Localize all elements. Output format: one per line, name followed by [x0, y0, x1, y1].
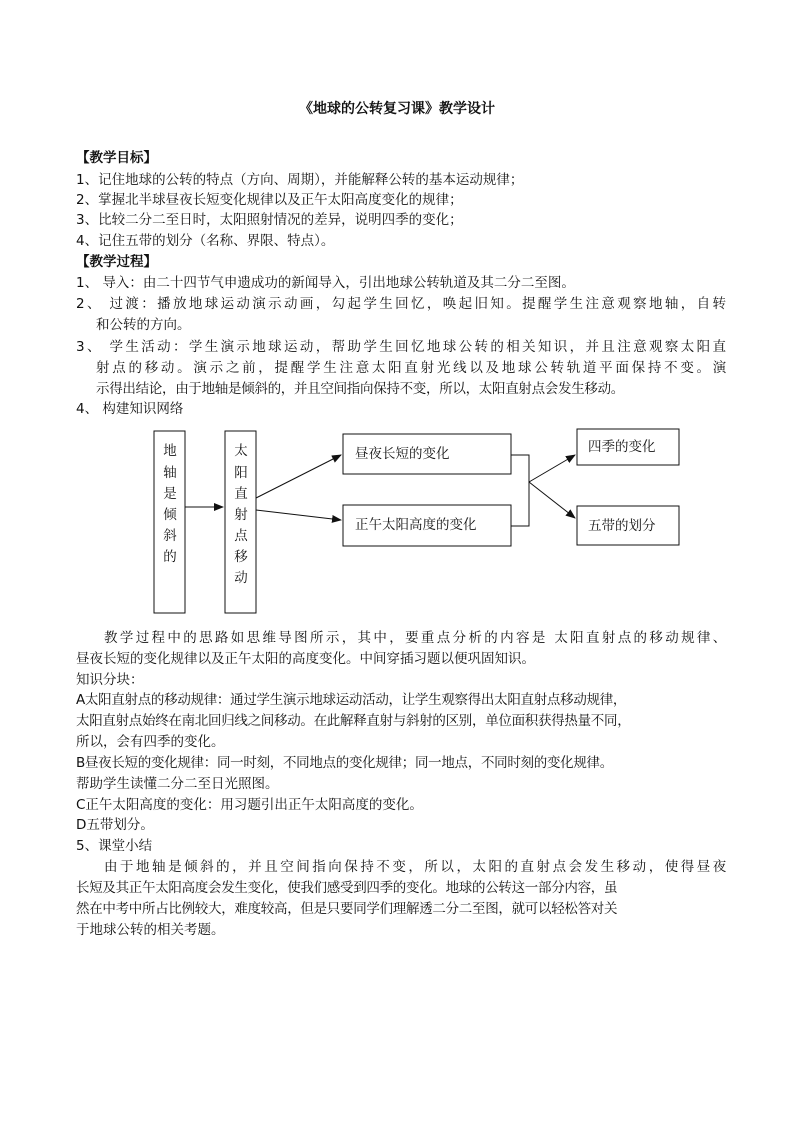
process-line: 1、 导入：由二十四节气申遗成功的新闻导入，引出地球公转轨道及其二分二至图。 [76, 275, 575, 291]
analysis-line: D五带划分。 [76, 817, 154, 833]
box-axis-char: 是 [163, 486, 177, 502]
process-line: 2、 过渡：播放地球运动演示动画，勾起学生回忆，唤起旧知。提醒学生注意观察地轴，自转 [76, 296, 726, 312]
box-subsolar-char: 太 [234, 443, 248, 459]
box-axis-char: 倾 [163, 507, 177, 523]
box-subsolar-char: 直 [234, 486, 248, 502]
box-noon-sun-label: 正午太阳高度的变化 [355, 517, 477, 533]
process-line: 和公转的方向。 [96, 317, 191, 333]
page-title: 《地球的公转复习课》教学设计 [299, 101, 495, 117]
analysis-line: 帮助学生读懂二分二至日光照图。 [76, 776, 279, 792]
arrow-to-noon-sun [256, 510, 341, 520]
process-heading: 【教学过程】 [76, 254, 157, 270]
bracket-connector [511, 455, 529, 526]
analysis-line: 昼夜长短的变化规律以及正午太阳的高度变化。中间穿插习题以便巩固知识。 [76, 651, 535, 667]
analysis-line: 教学过程中的思路如思维导图所示，其中，要重点分析的内容是 太阳直射点的移动规律、 [104, 630, 726, 646]
analysis-line: C正午太阳高度的变化：用习题引出正午太阳高度的变化。 [76, 797, 423, 813]
summary-line: 长短及其正午太阳高度会发生变化，使我们感受到四季的变化。地球的公转这一部分内容，虽 [76, 880, 618, 896]
analysis-line: 所以，会有四季的变化。 [76, 734, 225, 750]
goal-item: 1、记住地球的公转的特点（方向、周期），并能解释公转的基本运动规律； [76, 172, 524, 188]
process-line: 4、 构建知识网络 [76, 401, 184, 417]
box-seasons-label: 四季的变化 [588, 439, 656, 455]
summary-line: 然在中考中所占比例较大，难度较高，但是只要同学们理解透二分二至图，就可以轻松答对关 [76, 901, 618, 917]
summary-heading: 5、课堂小结 [76, 838, 153, 854]
goal-item: 3、比较二分二至日时，太阳照射情况的差异，说明四季的变化； [76, 212, 463, 228]
box-five-zones-label: 五带的划分 [588, 518, 656, 534]
analysis-line: 太阳直射点始终在南北回归线之间移动。在此解释直射与斜射的区别，单位面积获得热量不同， [76, 713, 631, 729]
summary-line: 由于地轴是倾斜的，并且空间指向保持不变，所以，太阳的直射点会发生移动，使得昼夜 [104, 859, 726, 875]
summary-line: 于地球公转的相关考题。 [76, 922, 225, 938]
box-axis-char: 轴 [163, 465, 177, 481]
box-axis-char: 的 [163, 549, 177, 565]
box-subsolar-char: 射 [234, 507, 248, 523]
analysis-line: A太阳直射点的移动规律：通过学生演示地球运动活动，让学生观察得出太阳直射点移动规律， [76, 692, 627, 708]
box-subsolar-char: 点 [234, 528, 248, 544]
box-day-night-label: 昼夜长短的变化 [355, 446, 450, 462]
process-line: 3、 学生活动：学生演示地球运动，帮助学生回忆地球公转的相关知识，并且注意观察太阳直 [76, 339, 726, 355]
box-axis-char: 地 [163, 443, 177, 459]
arrow-to-five-zones [529, 482, 575, 518]
box-subsolar-char: 移 [234, 549, 248, 565]
process-line: 示得出结论，由于地轴是倾斜的，并且空间指向保持不变，所以，太阳直射点会发生移动。 [96, 381, 624, 397]
process-line: 射点的移动。演示之前，提醒学生注意太阳直射光线以及地球公转轨道平面保持不变。演 [96, 360, 726, 376]
box-axis-char: 斜 [163, 528, 177, 544]
goals-heading: 【教学目标】 [76, 150, 157, 166]
analysis-line: B昼夜长短的变化规律：同一时刻，不同地点的变化规律；同一地点，不同时刻的变化规律。 [76, 755, 613, 771]
analysis-line: 知识分块： [76, 672, 144, 688]
goal-item: 2、掌握北半球昼夜长短变化规律以及正午太阳高度变化的规律； [76, 192, 463, 208]
box-subsolar-char: 动 [234, 570, 248, 586]
arrow-to-seasons [529, 455, 575, 482]
box-subsolar-char: 阳 [234, 465, 248, 481]
arrow-to-day-night [256, 455, 341, 498]
goal-item: 4、记住五带的划分（名称、界限、特点）。 [76, 233, 335, 249]
